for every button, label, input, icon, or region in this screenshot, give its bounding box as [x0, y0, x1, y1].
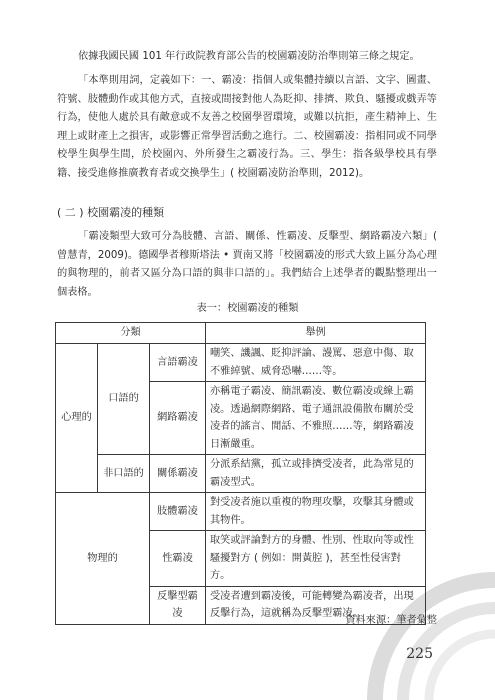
- bullying-types-table: [55, 322, 426, 625]
- header-examples: 舉例: [206, 323, 426, 344]
- type-cell: 言語霸凌: [150, 344, 206, 382]
- page-number: 225: [406, 646, 433, 662]
- table-header-row: [56, 323, 426, 344]
- type-cell: 性霸凌: [150, 531, 206, 587]
- table-row: [56, 493, 426, 531]
- example-cell: 嘲笑、譏諷、貶抑評論、謾罵、惡意中傷、取不雅綽號、威脅恐嚇……等。: [206, 344, 426, 382]
- subcategory-nonverbal: 非口語的: [98, 455, 150, 493]
- intro-paragraph: 依據我國民國 101 年行政院教育部公告的校園霸凌防治準則第三條之規定。: [78, 51, 420, 62]
- type-cell: 網路霸凌: [150, 382, 206, 455]
- type-cell: 關係霸凌: [150, 455, 206, 493]
- type-cell: 肢體霸凌: [150, 493, 206, 531]
- example-cell: 分派系結黨，孤立或排擠受凌者，此為常見的霸凌型式。: [206, 455, 426, 493]
- table-caption: 表一：校園霸凌的種類: [196, 303, 299, 314]
- header-category: 分類: [56, 323, 206, 344]
- subcategory-verbal: 口語的: [98, 344, 150, 455]
- bullying-types-paragraph: 「霸凌類型大致可分為肢體、言語、關係、性霸凌、反擊型、網路霸凌六類」( 曾慧青，2009)。德國學者穆斯塔法 • 賈南又將「校園霸凌的形式大致上區分為心理的與物理的，前者又區分為口語的與非口語的」。我們結合上述學者的觀點整理出一個表格。: [57, 231, 437, 298]
- category-psychological: 心理的: [56, 344, 98, 493]
- category-physical: 物理的: [56, 493, 150, 625]
- example-cell: 取笑或評論對方的身體、性別、性取向等或性騷擾對方 ( 例如：開黃腔 )，甚至性侵害對方。: [206, 531, 426, 587]
- example-cell: 對受凌者施以重複的物理攻擊，攻擊其身體或其物件。: [206, 493, 426, 531]
- example-cell: 亦稱電子霸凌、簡訊霸凌、數位霸凌或線上霸凌。透過網際網路、電子通訊設備散布關於受凌者的謠言、閒話、不雅照……等，網路霸凌日漸嚴重。: [206, 382, 426, 455]
- table-source-note: 資料來源：筆者彙整: [345, 615, 437, 626]
- section-heading: ( 二 ) 校園霸凌的種類: [57, 206, 165, 219]
- type-cell: 反擊型霸凌: [150, 586, 206, 624]
- table-row: [56, 344, 426, 382]
- example-cell: 受凌者遭到霸凌後，可能轉變為霸凌者，出現反擊行為，這就稱為反擊型霸凌。: [206, 586, 426, 624]
- definition-quote-paragraph: 「本準則用詞，定義如下：一、霸凌：指個人或集體持續以言語、文字、圖畫、符號、肢體動作或其他方式，直接或間接對他人為貶抑、排擠、欺負、騷擾或戲弄等行為，使他人處於具有敵意或不友善之校園學習環境，或難以抗拒，產生精神上、生理上或財產上之損害，或影響正常學習活動之進行。二、校園霸凌：指相同或不同學校學生與學生間，於校園內、外所發生之霸凌行為。三、學生：指各級學校具有學籍、接受進修推廣教育者或交換學生」( 校園霸凌防治準則，2012)。: [57, 75, 437, 179]
- table-row: [56, 455, 426, 493]
